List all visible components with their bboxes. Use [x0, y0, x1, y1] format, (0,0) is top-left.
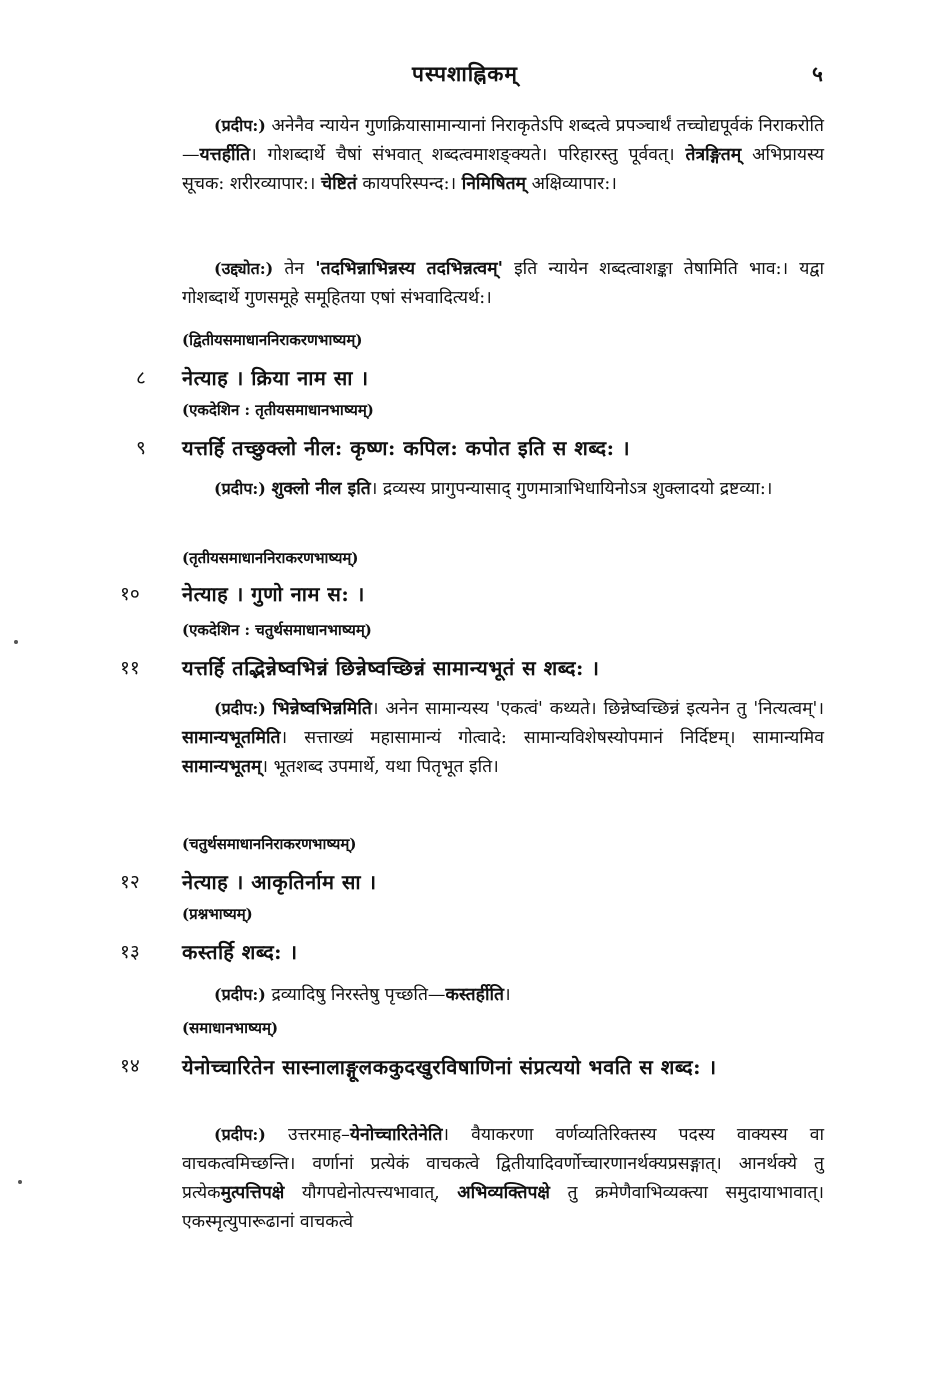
commentary-emphasis: मुत्पत्तिपक्षे	[220, 1183, 285, 1203]
commentary-tag: (प्रदीप:)	[214, 116, 266, 135]
section-label: (एकदेशिन : चतुर्थसमाधानभाष्यम्)	[182, 621, 372, 639]
commentary-emphasis: येनोच्चारितेनेति	[349, 1125, 443, 1145]
page-number: ५	[812, 61, 823, 86]
bhashya-number: ९	[136, 437, 146, 459]
commentary-emphasis: निमिषितम्	[461, 174, 527, 194]
commentary-tag: (प्रदीप:)	[214, 985, 266, 1004]
commentary-emphasis: तेत्रङ्गितम्	[685, 145, 742, 165]
commentary-emphasis: यत्तर्हीति	[199, 145, 251, 165]
commentary-emphasis: भिन्नेष्वभिन्नमिति	[272, 699, 372, 719]
commentary-emphasis: सामान्यभूतमिति	[182, 728, 281, 748]
bhashya-number: ११	[120, 657, 140, 679]
commentary-text: अनेनैव न्यायेन गुणक्रियासामान्यानां निराकृतेऽपि शब्दत्वे प्रपञ्चार्थं तच्चोद्यपूर्वकं निराकरोति—	[182, 116, 824, 165]
section-label: (समाधानभाष्यम्)	[182, 1019, 279, 1037]
commentary-text: द्रव्यादिषु निरस्तेषु पृच्छति—	[265, 985, 446, 1005]
commentary-text: अक्षिव्यापार:।	[526, 174, 617, 194]
scan-speck	[14, 640, 18, 644]
commentary-emphasis: कस्तर्हीति	[445, 985, 504, 1005]
bhashya-line: नेत्याह । गुणो नाम स: ।	[182, 582, 365, 606]
commentary-tag: (प्रदीप:)	[214, 1125, 266, 1144]
section-label: (तृतीयसमाधाननिराकरणभाष्यम्)	[182, 549, 359, 567]
commentary-text: । भूतशब्द उपमार्थे, यथा पितृभूत इति।	[261, 757, 499, 777]
bhashya-line: यत्तर्हि तद्भिन्नेष्वभिन्नं छिन्नेष्वच्छिन्नं सामान्यभूतं स शब्द: ।	[182, 656, 600, 680]
bhashya-line: नेत्याह । क्रिया नाम सा ।	[182, 366, 369, 390]
uddyota-commentary-paragraph	[182, 254, 824, 313]
section-label: (चतुर्थसमाधाननिराकरणभाष्यम्)	[182, 835, 357, 853]
bhashya-number: १२	[120, 871, 140, 893]
commentary-emphasis: चेष्टितं	[320, 174, 357, 194]
bhashya-number: १४	[120, 1055, 140, 1077]
bhashya-line: कस्तर्हि शब्द: ।	[182, 940, 298, 964]
page-header-title: पस्पशाह्निकम्	[412, 61, 518, 86]
commentary-text: यौगपद्येनोत्पत्त्यभावात्,	[284, 1183, 458, 1203]
commentary-text: । सत्ताख्यं महासामान्यं गोत्वादे: सामान्यविशेषस्योपमानं निर्दिष्टम्। सामान्यमिव	[280, 728, 824, 748]
commentary-text: इति न्यायेन शब्दत्वाशङ्का तेषामिति भाव:। यद्वा गोशब्दार्थे गुणसमूहे समूहितया एषां संभवादित्यर्थ:।	[182, 259, 824, 308]
section-label: (प्रश्नभाष्यम्)	[182, 905, 253, 923]
commentary-text: । गोशब्दार्थे चैषां संभवात् शब्दत्वमाशङ्क्यते। परिहारस्तु पूर्ववत्।	[250, 145, 686, 165]
commentary-tag: (प्रदीप:)	[214, 699, 266, 718]
commentary-emphasis: सामान्यभूतम्	[182, 757, 262, 777]
bhashya-line: येनोच्चारितेन सास्नालाङ्गूलककुदखुरविषाणिनां संप्रत्ययो भवति स शब्द: ।	[182, 1055, 717, 1079]
commentary-text: ।	[504, 985, 511, 1005]
commentary-text: तेन	[273, 259, 316, 279]
commentary-emphasis: अभिव्यक्तिपक्षे	[457, 1183, 550, 1203]
pradipa-commentary-paragraph	[182, 474, 824, 504]
commentary-text: अभिप्रायस्य सूचक: शरीरव्यापार:।	[182, 145, 824, 194]
commentary-emphasis: 'तदभिन्नाभिन्नस्य तदभिन्नत्वम्'	[315, 259, 503, 279]
pradipa-commentary-paragraph	[182, 1120, 824, 1237]
section-label: (द्वितीयसमाधाननिराकरणभाष्यम्)	[182, 331, 363, 349]
bhashya-line: नेत्याह । आकृतिर्नाम सा ।	[182, 870, 377, 894]
commentary-emphasis: शुक्लो नील इति	[271, 479, 371, 499]
pradipa-commentary-paragraph	[182, 111, 824, 199]
bhashya-number: १३	[120, 941, 140, 963]
commentary-tag: (उद्द्योत:)	[214, 259, 274, 278]
scan-speck	[18, 1180, 22, 1184]
commentary-text: कायपरिस्पन्द:।	[356, 174, 462, 194]
commentary-text: । अनेन सामान्यस्य 'एकत्वं' कथ्यते। छिन्नेष्वच्छिन्नं इत्यनेन तु 'नित्यत्वम्'।	[371, 699, 824, 719]
bhashya-number: ८	[136, 367, 146, 389]
pradipa-commentary-paragraph	[182, 980, 824, 1010]
commentary-text: उत्तरमाह–	[265, 1125, 350, 1145]
commentary-text: । वैयाकरणा वर्णव्यतिरिक्तस्य पदस्य वाक्यस्य वा वाचकत्वमिच्छन्ति। वर्णानां प्रत्येकं वाचकत्वे द्वितीयादिवर्णोच्चारणानर्थक्यप्रसङ्गात्। आनर्थक्ये तु प्रत्येक	[182, 1125, 824, 1203]
bhashya-number: १०	[120, 583, 140, 605]
commentary-text: । द्रव्यस्य प्रागुपन्यासाद् गुणमात्राभिधायिनोऽत्र शुक्लादयो द्रष्टव्या:।	[370, 479, 773, 499]
commentary-tag: (प्रदीप:)	[214, 479, 266, 498]
bhashya-line: यत्तर्हि तच्छुक्लो नील: कृष्ण: कपिल: कपोत इति स शब्द: ।	[182, 436, 631, 460]
commentary-text: तु क्रमेणैवाभिव्यक्त्या समुदायाभावात्। एकस्मृत्युपारूढानां वाचकत्वे	[182, 1183, 824, 1232]
commentary-text	[266, 699, 273, 719]
pradipa-commentary-paragraph	[182, 694, 824, 782]
section-label: (एकदेशिन : तृतीयसमाधानभाष्यम्)	[182, 401, 374, 419]
